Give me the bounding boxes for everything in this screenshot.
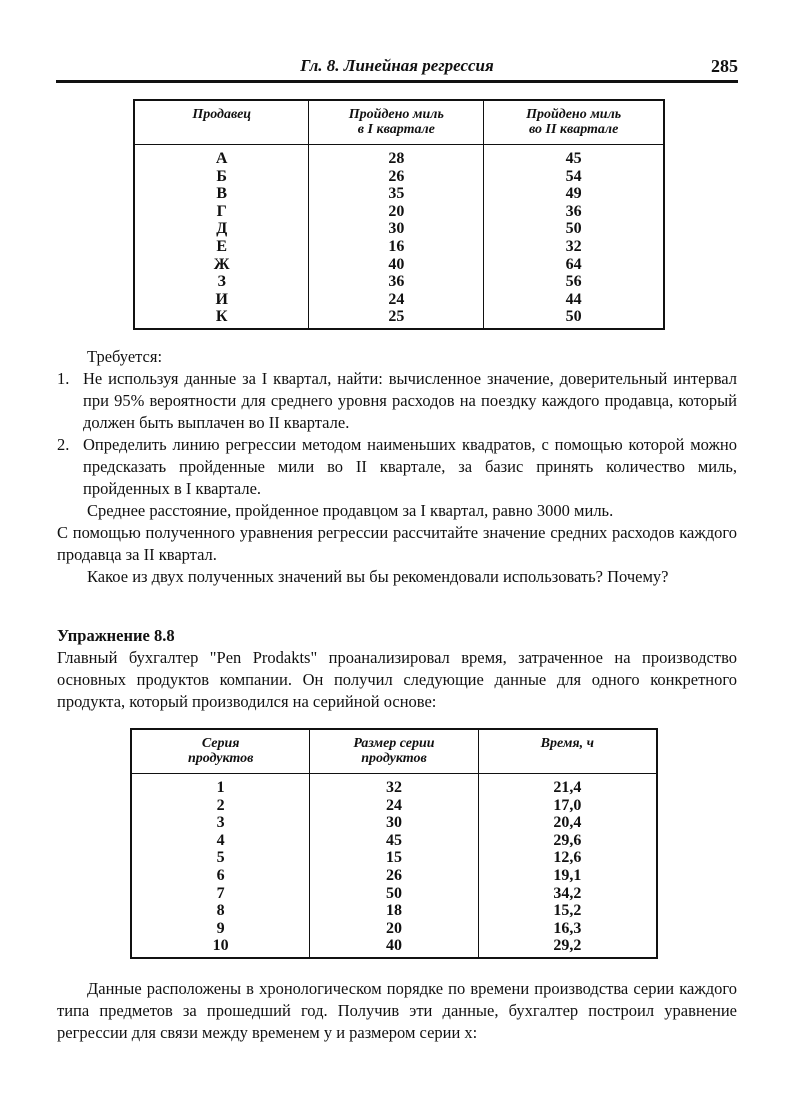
table-row (131, 885, 657, 903)
table-row (134, 273, 664, 291)
table-cell: Г (216, 202, 227, 220)
table-cell: В (216, 185, 228, 203)
table-cell: З (217, 273, 226, 291)
paragraph: С помощью полученного уравнения регрессии рассчитайте значение средних расходов каждого продавца за II квартал. (57, 523, 737, 564)
table-cell: 20 (309, 203, 484, 221)
table-cell: 50 (484, 220, 664, 238)
table-cell: 36 (309, 273, 484, 291)
table-cell: 35 (309, 185, 484, 203)
table-cell: 30 (310, 814, 478, 832)
table-cell: 5 (216, 849, 225, 867)
table-row (134, 291, 664, 309)
table-cell: 18 (310, 902, 478, 920)
table-cell: А (215, 150, 228, 167)
table-row (134, 220, 664, 238)
running-head (56, 56, 738, 83)
table-row (134, 145, 664, 168)
paragraph: Среднее расстояние, пройденное продавцом за I квартал, равно 3000 миль. (87, 501, 614, 520)
table-cell: 9 (216, 919, 225, 937)
table-row (131, 774, 657, 797)
table-cell: 20 (310, 920, 478, 938)
header-miles-q1 (309, 100, 484, 145)
salesperson-miles-table (133, 99, 665, 330)
table-row (131, 849, 657, 867)
header-spacer (483, 751, 652, 766)
header-batch-size (310, 729, 478, 774)
table-header-row (131, 729, 657, 774)
header-batch (131, 729, 310, 774)
table-cell: 7 (216, 884, 225, 902)
table-cell: 8 (216, 902, 225, 920)
table-cell: 44 (484, 291, 664, 309)
chapter-title: Гл. 8. Линейная регрессия (300, 56, 494, 75)
table-row (134, 308, 664, 329)
header-line: продуктов (187, 751, 254, 766)
table-cell: 20,4 (478, 814, 657, 832)
table-cell: 17,0 (478, 797, 657, 815)
table-cell: 2 (216, 796, 225, 814)
table-row (131, 902, 657, 920)
header-salesperson (134, 100, 309, 145)
list-number: 2. (57, 435, 70, 454)
table-row (131, 920, 657, 938)
table-cell: 34,2 (478, 885, 657, 903)
table-cell: Д (216, 220, 228, 238)
table-row (134, 256, 664, 274)
requirements-section (57, 346, 737, 588)
table-cell: 16,3 (478, 920, 657, 938)
header-miles-q2 (484, 100, 664, 145)
exercise-text: Главный бухгалтер "Pen Prodakts" проанализировал время, затраченное на производство основных продуктов компании. Он получил следующие данные для одного конкретного продукта, который производился на серийной основе: (57, 648, 737, 711)
list-number: 1. (57, 369, 70, 388)
exercise-section (57, 625, 737, 713)
table-cell: 3 (216, 814, 225, 832)
header-line: продуктов (361, 751, 427, 766)
table-cell: 16 (309, 238, 484, 256)
header-line: Время, ч (540, 736, 594, 751)
table-cell: 15,2 (478, 902, 657, 920)
table-cell: 26 (309, 168, 484, 186)
table-cell: 24 (309, 291, 484, 309)
requirements-intro: Требуется: (87, 347, 163, 366)
header-line: Пройдено миль (348, 107, 444, 122)
table-cell: 40 (310, 937, 478, 958)
table-cell: 26 (310, 867, 478, 885)
requirement-text: Определить линию регрессии методом наименьших квадратов, с помощью которой можно предсказать пройденные мили во II квартале, за базис принять количество миль, пройденных в I квартале. (83, 435, 737, 498)
table-row (134, 203, 664, 221)
table-cell: 25 (309, 308, 484, 329)
header-line: Продавец (192, 107, 252, 122)
table-cell: Ж (213, 255, 230, 273)
requirement-text: Не используя данные за I квартал, найти: вычисленное значение, доверительный интервал при 95% вероятности для среднего уровня расходов на поездку каждого продавца, который должен быть выплачен во II квартале. (83, 369, 737, 432)
table-cell: 45 (484, 145, 664, 168)
header-line: в I квартале (357, 122, 435, 137)
header-line: Пройдено миль (526, 107, 622, 122)
table-cell: 50 (310, 885, 478, 903)
header-time (478, 729, 657, 774)
header-line: Серия (201, 736, 240, 751)
table-row (131, 832, 657, 850)
table-cell: Б (216, 167, 227, 185)
table-cell: 29,6 (478, 832, 657, 850)
table-cell: 40 (309, 256, 484, 274)
table-header-row (134, 100, 664, 145)
table-cell: 28 (309, 145, 484, 168)
table-cell: 50 (484, 308, 664, 329)
table-cell: 19,1 (478, 867, 657, 885)
table-cell: 45 (310, 832, 478, 850)
table-row (134, 185, 664, 203)
table-cell: К (215, 308, 228, 326)
paragraph: Какое из двух полученных значений вы бы рекомендовали использовать? Почему? (87, 567, 669, 586)
exercise-heading: Упражнение 8.8 (57, 626, 175, 645)
table-cell: 29,2 (478, 937, 657, 958)
table-row (131, 814, 657, 832)
table-cell: 64 (484, 256, 664, 274)
table-cell: 54 (484, 168, 664, 186)
table-cell: 56 (484, 273, 664, 291)
requirement-item-2 (57, 434, 737, 500)
table-cell: Е (216, 237, 228, 255)
table-cell: 21,4 (478, 774, 657, 797)
table-cell: 12,6 (478, 849, 657, 867)
requirement-item-1 (57, 368, 737, 434)
table-row (131, 937, 657, 958)
header-line: во II квартале (528, 122, 619, 137)
table-cell: 10 (212, 937, 229, 955)
table-cell: И (215, 290, 228, 308)
header-line: Размер серии (353, 736, 435, 751)
closing-paragraph: Данные расположены в хронологическом порядке по времени производства серии каждого типа предметов за прошедший год. Получив эти данные, бухгалтер построил уравнение регрессии для связи между временем y и размером серии x: (57, 979, 737, 1042)
table-row (134, 168, 664, 186)
table-cell: 32 (310, 774, 478, 797)
table-cell: 24 (310, 797, 478, 815)
table-cell: 6 (216, 866, 225, 884)
table-cell: 4 (216, 831, 225, 849)
batch-time-table (130, 728, 658, 959)
table-row (134, 238, 664, 256)
table-row (131, 867, 657, 885)
table-cell: 32 (484, 238, 664, 256)
page-number: 285 (711, 56, 738, 76)
table-row (131, 797, 657, 815)
table-cell: 49 (484, 185, 664, 203)
table-cell: 1 (216, 779, 225, 796)
table-cell: 15 (310, 849, 478, 867)
table-cell: 30 (309, 220, 484, 238)
closing-section (57, 978, 737, 1044)
table-cell: 36 (484, 203, 664, 221)
